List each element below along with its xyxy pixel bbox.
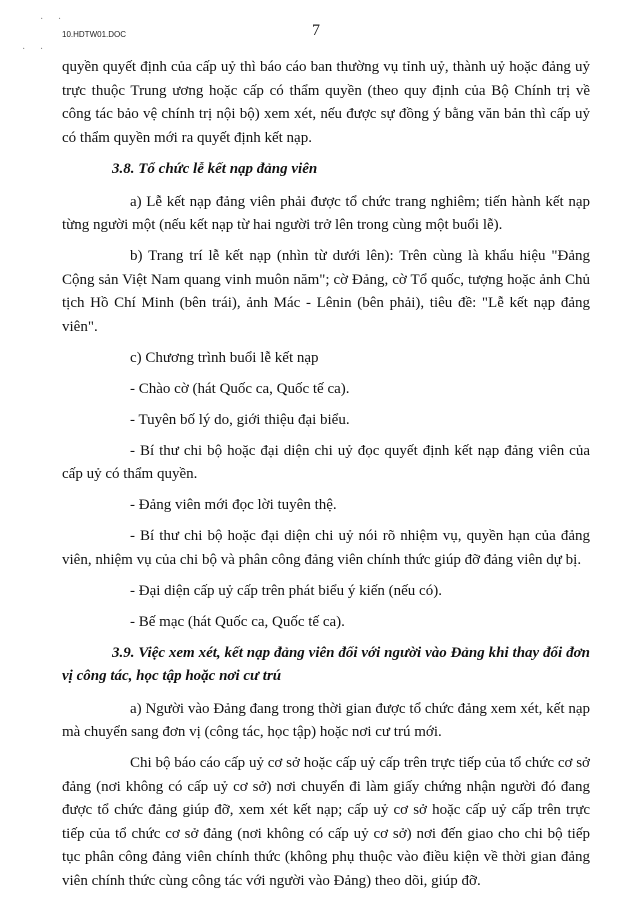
list-item: - Bí thư chi bộ hoặc đại diện chi uỷ đọc quyết định kết nạp đảng viên của cấp uỷ có thẩm quyền. (62, 442, 590, 482)
list-item: - Bế mạc (hát Quốc ca, Quốc tế ca). (130, 613, 345, 630)
list-item: - Chào cờ (hát Quốc ca, Quốc tế ca). (130, 380, 350, 397)
list-item: - Đảng viên mới đọc lời tuyên thệ. (130, 497, 337, 513)
paragraph: b) Trang trí lễ kết nạp (nhìn từ dưới lên): Trên cùng là khẩu hiệu "Đảng Cộng sản Việt Nam quang vinh muôn năm"; cờ Đảng, cờ Tổ quốc, tượng hoặc ảnh Chủ tịch Hồ Chí Minh (bên trái), ảnh Mác - Lênin (bên phải), tiêu đề: "Lễ kết nạp đảng viên". (62, 248, 590, 335)
paragraph: quyền quyết định của cấp uỷ thì báo cáo ban thường vụ tỉnh uỷ, thành uỷ hoặc đảng uỷ trực thuộc Trung ương hoặc cấp có thẩm quyền (theo quy định của Bộ Chính trị về công tác bảo vệ chính trị nội bộ) xem xét, nếu được sự đồng ý bằng văn bản thì cấp uỷ có thẩm quyền mới ra quyết định kết nạp. (62, 59, 590, 146)
paragraph: Chi bộ báo cáo cấp uỷ cơ sở hoặc cấp uỷ cấp trên trực tiếp của tổ chức cơ sở đảng (nơi không có cấp uỷ cơ sở) nơi chuyển đi làm giấy chứng nhận người đó đang được tổ chức đảng giúp đỡ, xem xét kết nạp; cấp uỷ cơ sở hoặc cấp uỷ cấp trên trực tiếp của tổ chức cơ sở đảng (nơi không có cấp uỷ cơ sở) nơi đến giao cho chi bộ tiếp tục phân công đảng viên chính thức (không phụ thuộc vào điều kiện về thời gian đảng viên chính thức cùng công tác với người vào Đảng) theo dõi, giúp đỡ. (62, 755, 590, 889)
paragraph: a) Lễ kết nạp đảng viên phải được tổ chức trang nghiêm; tiến hành kết nạp từng người một (nếu kết nạp từ hai người trở lên trong cùng một buổi lễ). (62, 193, 590, 233)
list-item: - Tuyên bố lý do, giới thiệu đại biểu. (130, 411, 350, 428)
scan-speck: · · (22, 44, 50, 55)
document-body (62, 56, 590, 901)
paragraph: c) Chương trình buổi lễ kết nạp (130, 349, 319, 366)
list-item: - Đại diện cấp uỷ cấp trên phát biểu ý kiến (nếu có). (130, 582, 442, 599)
paragraph: a) Người vào Đảng đang trong thời gian được tổ chức đảng xem xét, kết nạp mà chuyển sang đơn vị (công tác, học tập) hoặc nơi cư trú mới. (62, 700, 590, 740)
section-heading: 3.8. Tổ chức lễ kết nạp đảng viên (112, 161, 318, 177)
file-name: 10.HDTW01.DOC (62, 30, 127, 39)
scan-speck: · · (40, 14, 68, 25)
page-number: 7 (312, 22, 320, 39)
section-heading: 3.9. Việc xem xét, kết nạp đảng viên đối với người vào Đảng khi thay đổi đơn vị công tác, học tập hoặc nơi cư trú (62, 644, 590, 684)
list-item: - Bí thư chi bộ hoặc đại diện chi uỷ nói rõ nhiệm vụ, quyền hạn của đảng viên, nhiệm vụ của chi bộ và phân công đảng viên chính thức giúp đỡ đảng viên dự bị. (62, 528, 590, 568)
